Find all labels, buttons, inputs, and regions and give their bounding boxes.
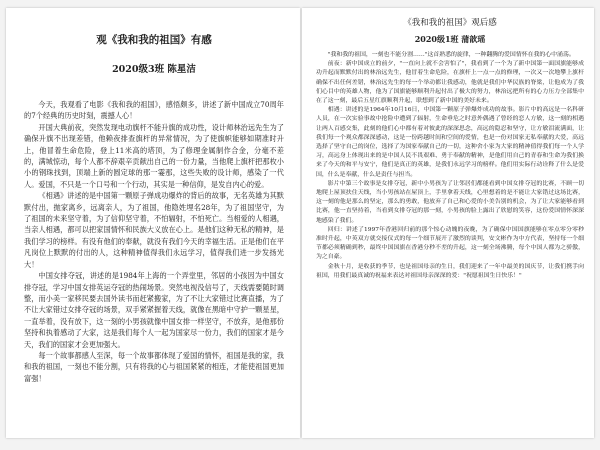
left-paragraph-4: 中国女排夺冠，讲述的是1984年上海的一个弄堂里，邻居的小孩因为中国女排夺冠，学习中国女排英运夺冠的热闹场景。突然电视没信号了，天线需要随时调整，而小美一家移民要去国外读书而赶紧搬家，为了不让大家错过比赛直播，为了不让大家错过女排夺冠的场景，双手紧紧握着天线，就像在黑暗中守护一颗星星，一直举着，没有放下，这一刻的小男孩就像中国女排一样坚守，不放弃，是他那份坚持和执着感动了大家，这是我们每个人一起为国家尽一份力，我们的国家才是今天，我们的国家才会更加强大。: [24, 271, 284, 349]
right-paragraph-2: 前夜：新中国成立的前夕，"一直向上就不会害怕了"，我看到了一个为了新中国第一面国旗能够成功升起而默默付出的林治远先生，他冒着生命危险，在旗杆上一点一点的修理，一次又一次地攀上旗杆确保不出任何差错，林治远先生的每一个举动都让我感动，他就是我们中华民族的脊梁，让他成为了我们心目中的英雄人物，他为了国旗能够顺利升起付出了极大的努力，林治远把所有的心力压力全部集中在了这一刻，最后五星红旗顺利升起，联想到了新中国的美好未来。: [316, 61, 584, 105]
left-paragraph-3: 《相遇》讲述的是中国第一颗原子弹成功爆炸的背后的故事，无名英雄为其默默付出，抛家离乡，远离亲人，为了祖国，他隐姓埋名28年，为了祖国坚守，为了祖国的未来坚守着，为了信仰坚守着，不怕辐射，不怕死亡。当相爱的人相遇，当亲人相遇，都可以把家国情怀和民族大义放在心上。是他们这种无私的精神，是我们学习的榜样。有没有他们的奉献，就没有我们今天的幸福生活。正是他们在平凡岗位上默默的付出的人，这种精神值得我们永远学习，值得我们进一步发扬光大！: [24, 191, 284, 269]
right-paragraph-4: 影片中第三个故事是女排夺冠，新中小男孩为了让邻居们都能看到中国女排夺冠的比赛，不顾一切地爬上屋顶扶住天线，当小男孩站在屋顶上，手里拿着天线，心里想着的是不能让大家错过这场比赛，这一刻的他是那么的坚定，那么的勇敢，他放弃了自己和心爱的小美告别的机会，为了让大家能够看到比赛，他一直坚持着，当看到女排夺冠的那一刻，小男孩的脸上露出了欣慰的笑容，这份爱国情怀深深地感染了我们。: [316, 180, 584, 224]
left-document-author: 2020级3班 陈星洁: [112, 64, 196, 75]
left-document-page: [6, 8, 300, 438]
right-paragraph-6: 金秋十月，是收获的季节，也是祖国母亲的生日，我们迎来了一年中最美的国庆节，让我们携手向祖国，用我们最真诚的祝福来表达对祖国母亲深深的爱："祝愿祖国生日快乐！": [316, 263, 584, 279]
left-paragraph-2: 开国大典前夜，突然发现电动旗杆不能升旗的成功性，设计师林治远先生为了确保升旗不出现差错，他赖夜排查旗杆的异常情况，为了使旗帜能够如期准时升上，他冒着生命危险，登上11米高的塔顶，为了修理金属制作合金，分毫不差的，满城惊动，每个人都不辞艰辛贡献出自己的一份力量，当他爬上旗杆把那枚小小的钢珠找到，顶端上新的圆定球的那一霎那，这些失败的设计师，感染了一代人。爱国，不只是一个口号和一个行动，其实是一种信仰，是发自内心的爱。: [24, 122, 284, 189]
left-paragraph-1: 今天，我观看了电影《我和我的祖国》，感悟颇多，讲述了新中国成立70周年的7个经典的历史时刻，震撼人心！: [24, 100, 284, 121]
left-document-title: 观《我和我的祖国》有感: [96, 34, 212, 46]
right-paragraph-1: "我和我的祖国，一刻也不能分割……"这首熟悉的旋律，一种翻腾的爱国情怀在我的心中涌荡。: [327, 52, 575, 58]
left-paragraph-5: 每一个故事都感人至深，每一个故事都体现了爱国的情怀，祖国是我的家，我和我的祖国，一刻也不能分割，只有将我的心与祖国紧紧的相连，才能使祖国更加富强！: [24, 350, 284, 383]
right-document-author: 2020级1班 蒲歆瑶: [414, 34, 486, 44]
right-document-title: 《我和我的祖国》观后感: [403, 18, 497, 28]
right-paragraph-3: 相遇：讲述的是1964年10月16日，中国第一颗原子弹爆炸成功的故事。影片中的高远是一名科研人员，在一次实验事故中抢险中遭到了辐射，生命垂危之时意外偶遇了曾经的恋人方敏，这一刻的相遇让两人百感交集，此刻的他们心中都有着对彼此的深深思念，高远的隐忍和坚守，让方敏泪流满面，让我们每一个观众都深深感动，这是一份跨越时间和空间的爱情，也是一份对国家无私奉献的大爱，高远选择了坚守自己的岗位，选择了为国家奉献自己的一切，这种舍小家为大家的精神值得我们每一个人学习，高远身上体现出来的是中国人民不畏艰难、勇于奉献的精神，是他们用自己的青春和生命为我们换来了今天的和平与安宁，他们是真正的英雄，是我们永远学习的榜样。他们用实际行动诠释了什么是爱国，什么是奉献，什么是责任与担当。: [316, 107, 584, 178]
right-document-page: [302, 8, 594, 438]
right-paragraph-5: 回归：讲述了1997年香港回归前的那个惊心动魄的夜晚，为了确保中国国旗能够在零点零分零秒准时升起，中英双方就交接仪式的每一个细节展开了激烈的谈判，安文彬作为中方代表，坚持每一个细节都必须精确到秒，最终中国国旗在香港分秒不差的升起，这一刻全场沸腾，每个中国人都为之骄傲，为之自豪。: [316, 226, 584, 261]
